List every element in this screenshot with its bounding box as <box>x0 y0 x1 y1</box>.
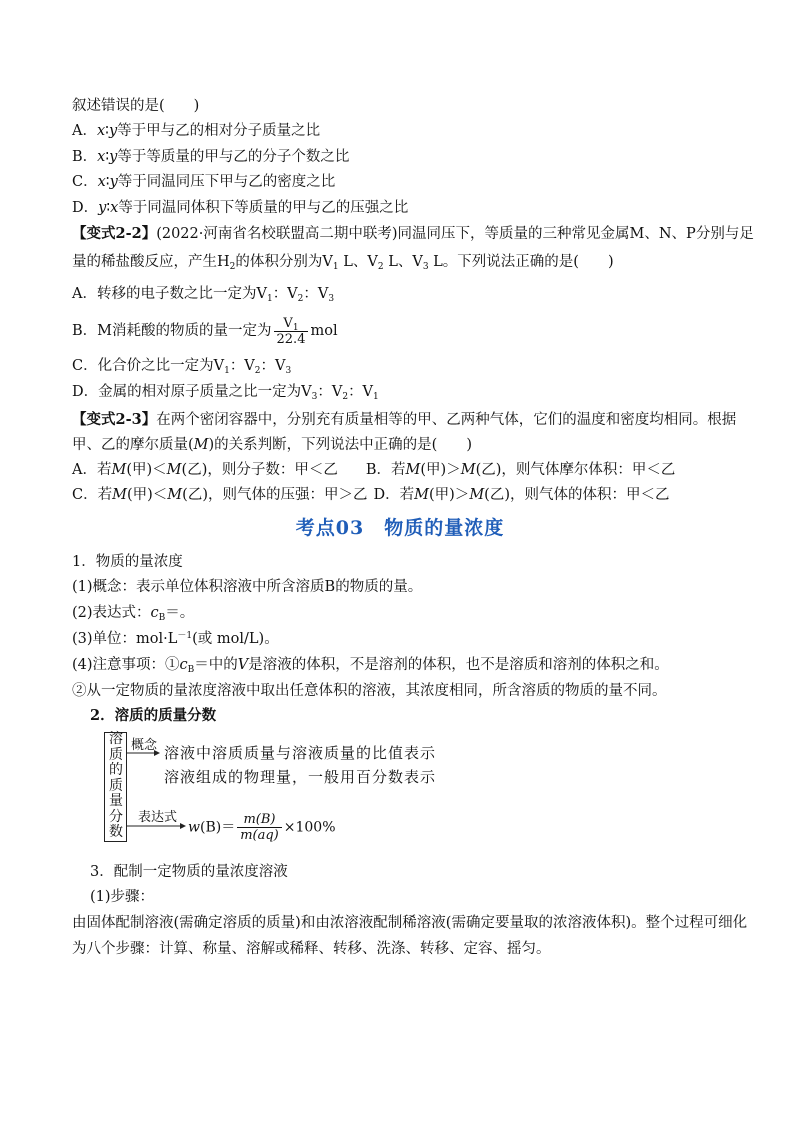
option-d: D．y∶x等于同温同体积下等质量的甲与乙的压强之比 <box>72 200 409 216</box>
section-heading: 考点03 物质的量浓度 <box>295 517 505 539</box>
s2-title: 2．溶质的质量分数 <box>90 707 217 724</box>
s1-unit: (3)单位：$mol\cdot L^{-1}$(或 mol/L)。 <box>72 631 279 647</box>
option-c: C．x∶y等于同温同压下甲与乙的密度之比 <box>72 174 336 190</box>
s1-expression: (2)表达式：$c_B=$。 <box>72 605 195 623</box>
variant-2-3-options-cd: C．若M(甲)＜M(乙)，则气体的压强：甲＞乙 D．若M(甲)＞M(乙)，则气体的体积：甲＜乙 <box>72 487 670 503</box>
question-tail: 叙述错误的是( ) <box>72 98 200 114</box>
variant-2-2-option-c: C．化合价之比一定为$V_1$：$V_2$：$V_3$ <box>72 358 292 376</box>
expression-arrowhead <box>180 823 186 829</box>
variant-2-2-option-d: D．金属的相对原子质量之比一定为$V_3$：$V_2$：$V_1$ <box>72 384 379 402</box>
s3-title: 3．配制一定物质的量浓度溶液 <box>90 864 288 880</box>
variant-2-3-line2: 甲、乙的摩尔质量(M)的关系判断，下列说法中正确的是( ) <box>72 437 472 453</box>
variant-2-2-option-a: A．转移的电子数之比一定为$V_1$：$V_2$：$V_3$ <box>72 286 335 304</box>
mass-fraction-diagram <box>104 731 437 843</box>
s1-note2: ②从一定物质的量浓度溶液中取出任意体积的溶液，其浓度相同，所含溶质的物质的量不同。 <box>72 683 667 699</box>
concept-label: 概念 <box>131 738 158 753</box>
expression-label: 表达式 <box>138 810 178 825</box>
variant-2-2-line2: 量的稀盐酸反应，产生$H_2$的体积分别为$V_1$ L、$V_2$ L、$V_3$ L。下列说法正确的是( ) <box>72 254 614 272</box>
s1-concept: (1)概念：表示单位体积溶液中所含溶质B的物质的量。 <box>72 579 423 595</box>
concept-line2: 溶液组成的物理量，一般用百分数表示 <box>164 768 437 786</box>
s1-title: 1．物质的量浓度 <box>72 554 183 570</box>
variant-2-3-line1: 【变式2-3】在两个密闭容器中，分别充有质量相等的甲、乙两种气体，它们的温度和密度均相同。根据 <box>72 411 737 428</box>
variant-2-2-line1: 【变式2-2】(2022·河南省名校联盟高二期中联考)同温同压下，等质量的三种常见金属M、N、P分别与足 <box>72 225 754 242</box>
option-b: B．x∶y等于等质量的甲与乙的分子个数之比 <box>72 149 350 165</box>
s3-para2: 为八个步骤：计算、称量、溶解或稀释、转移、洗涤、转移、定容、摇匀。 <box>72 941 551 957</box>
concept-line1: 溶液中溶质质量与溶液质量的比值表示 <box>164 744 437 762</box>
variant-2-3-options-ab: A．若M(甲)＜M(乙)，则分子数：甲＜乙 B．若M(甲)＞M(乙)，则气体摩尔体积：甲＜乙 <box>72 462 676 478</box>
variant-2-2-option-b: B．M消耗酸的物质的量一定为 $\frac{V_1}{22.4}$ mol <box>72 315 338 347</box>
option-a: A．x∶y等于甲与乙的相对分子质量之比 <box>72 123 321 139</box>
box-label: 溶 质 的 质 量 分 数 <box>109 731 123 840</box>
s3-para1: 由固体配制溶液(需确定溶质的质量)和由浓溶液配制稀溶液(需确定要量取的浓溶液体积)。整个过程可细化 <box>72 915 748 931</box>
s1-note: (4)注意事项：$①c_B=$中的V是溶液的体积，不是溶剂的体积，也不是溶质和溶剂的体积之和。 <box>72 657 669 675</box>
s3-step-label: (1)步骤： <box>90 889 155 905</box>
mass-fraction-formula: w(B)＝ $\frac{m(B)}{m(aq)}$ ×100% <box>188 812 336 843</box>
mol-fraction: $\frac{V_1}{22.4}$ <box>274 316 309 347</box>
